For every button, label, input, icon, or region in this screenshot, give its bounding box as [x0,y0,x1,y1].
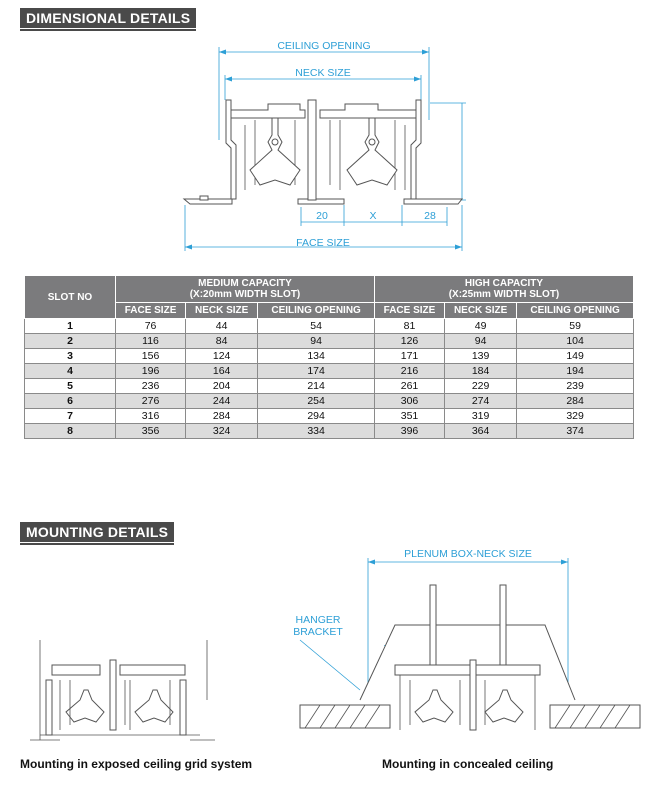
table-cell: 156 [116,349,186,364]
high-face-size-header: FACE SIZE [374,303,444,319]
hanger-label-line2: BRACKET [293,626,343,638]
slot-size-table [24,275,634,439]
table-cell: 319 [445,409,517,424]
table-cell: 59 [517,319,634,334]
table-cell: 2 [25,334,116,349]
table-cell: 184 [445,364,517,379]
dimensional-details-title: DIMENSIONAL DETAILS [20,8,196,28]
slot-no-header-text: SLOT NO [47,291,93,303]
concealed-ceiling-drawing [293,548,640,730]
table-row [25,319,634,334]
table-cell: 174 [258,364,375,379]
table-cell: 124 [186,349,258,364]
table-cell: 134 [258,349,375,364]
plenum-box-neck-size-label: PLENUM BOX-NECK SIZE [404,548,532,560]
table-cell: 316 [116,409,186,424]
table-cell: 164 [186,364,258,379]
high-neck-size-header: NECK SIZE [445,303,517,319]
medium-header-line1: MEDIUM CAPACITY [198,278,292,289]
medium-capacity-header [116,276,375,303]
table-cell: 49 [445,319,517,334]
table-cell: 334 [258,424,375,439]
dim-x-label: X [369,210,377,222]
hanger-label-line1: HANGER [295,614,341,626]
medium-ceiling-opening-header: CEILING OPENING [258,303,375,319]
table-cell: 1 [25,319,116,334]
table-cell: 351 [374,409,444,424]
table-cell: 294 [258,409,375,424]
ceiling-opening-label: CEILING OPENING [277,40,371,52]
dim-28-label: 28 [424,210,436,222]
table-cell: 7 [25,409,116,424]
table-row [25,394,634,409]
dimensional-drawing [0,30,660,270]
medium-neck-size-header: NECK SIZE [186,303,258,319]
table-row [25,424,634,439]
table-cell: 216 [374,364,444,379]
table-cell: 94 [258,334,375,349]
table-cell: 356 [116,424,186,439]
table-cell: 3 [25,349,116,364]
diffuser-profile-drawing [184,100,462,204]
high-ceiling-opening-header: CEILING OPENING [517,303,634,319]
table-cell: 81 [374,319,444,334]
table-cell: 194 [517,364,634,379]
high-capacity-header [374,276,633,303]
mounting-details-title: MOUNTING DETAILS [20,522,174,542]
face-size-label: FACE SIZE [296,237,350,249]
table-cell: 329 [517,409,634,424]
caption-exposed-grid: Mounting in exposed ceiling grid system [20,757,253,771]
table-cell: 116 [116,334,186,349]
medium-face-size-header: FACE SIZE [116,303,186,319]
table-cell: 94 [445,334,517,349]
table-cell: 6 [25,394,116,409]
table-cell: 261 [374,379,444,394]
table-cell: 171 [374,349,444,364]
table-row [25,334,634,349]
table-cell: 76 [116,319,186,334]
medium-header-line2: (X:20mm WIDTH SLOT) [189,289,301,300]
exposed-grid-drawing [30,640,215,740]
table-cell: 196 [116,364,186,379]
high-header-line1: HIGH CAPACITY [464,278,544,289]
table-cell: 244 [186,394,258,409]
table-cell: 139 [445,349,517,364]
table-cell: 149 [517,349,634,364]
table-cell: 306 [374,394,444,409]
high-header-line2: (X:25mm WIDTH SLOT) [448,289,560,300]
table-cell: 254 [258,394,375,409]
table-cell: 44 [186,319,258,334]
table-cell: 5 [25,379,116,394]
table-cell: 84 [186,334,258,349]
table-cell: 284 [186,409,258,424]
table-cell: 104 [517,334,634,349]
caption-concealed-ceiling: Mounting in concealed ceiling [382,757,554,771]
slot-no-header [25,276,116,319]
dim-20-label: 20 [316,210,328,222]
table-cell: 374 [517,424,634,439]
table-row [25,349,634,364]
table-row [25,379,634,394]
mounting-drawings [0,540,660,750]
table-cell: 239 [517,379,634,394]
table-row [25,409,634,424]
table-cell: 4 [25,364,116,379]
table-cell: 126 [374,334,444,349]
table-cell: 204 [186,379,258,394]
table-row [25,364,634,379]
table-cell: 8 [25,424,116,439]
table-cell: 229 [445,379,517,394]
neck-size-label: NECK SIZE [295,67,351,79]
table-cell: 276 [116,394,186,409]
table-cell: 324 [186,424,258,439]
table-cell: 396 [374,424,444,439]
table-cell: 236 [116,379,186,394]
table-cell: 214 [258,379,375,394]
table-cell: 364 [445,424,517,439]
table-cell: 54 [258,319,375,334]
table-cell: 284 [517,394,634,409]
table-cell: 274 [445,394,517,409]
